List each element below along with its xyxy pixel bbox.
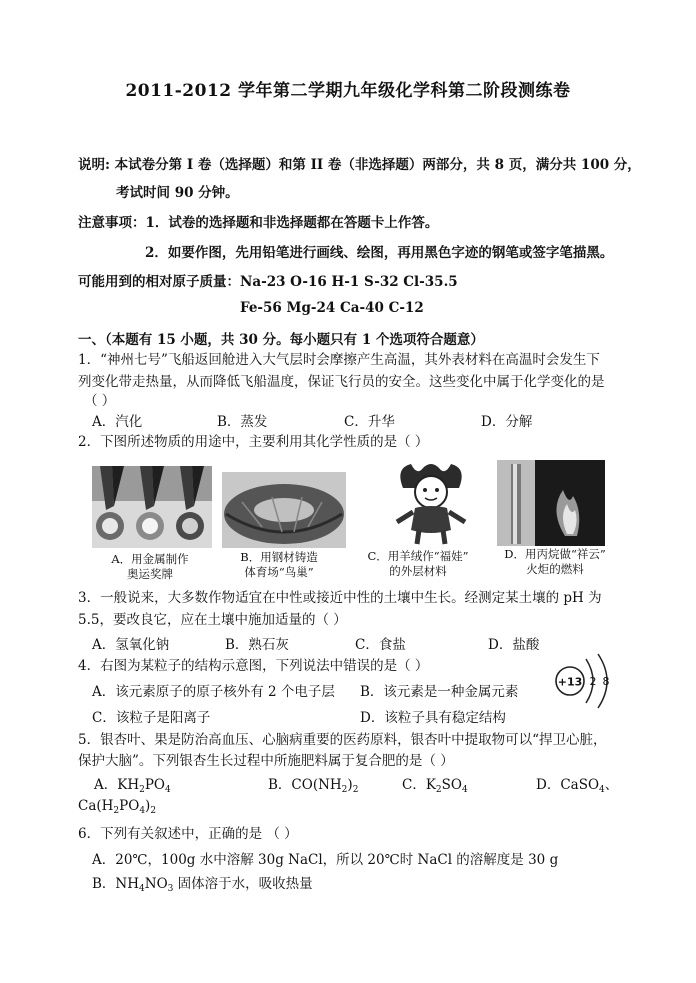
medals-image [92, 466, 212, 548]
q3-option-d: D．盐酸 [488, 637, 540, 653]
q2-caption-d-line-1: D．用丙烷做“祥云” [504, 547, 606, 561]
shell-1-count: 2 [589, 675, 597, 688]
q2-caption-c [362, 549, 474, 579]
page-title: 2011-2012 学年第二学期九年级化学科第二阶段测练卷 [125, 81, 571, 101]
q3-option-b: B．熟石灰 [225, 637, 289, 653]
q2-caption-c-line-1: C．用羊绒作“福娃” [367, 549, 469, 563]
atom-structure-diagram [548, 650, 620, 712]
q6-option-a: A．20℃，100g 水中溶解 30g NaCl，所以 20℃时 NaCl 的溶解度是 30 g [92, 852, 559, 868]
q4-stem: 4．右图为某粒子的结构示意图，下列说法中错误的是（ ） [78, 658, 429, 674]
q1-line-1: 1．“神州七号”飞船返回舱进入大气层时会摩擦产生高温，其外表材料在高温时会发生下 [78, 352, 600, 368]
q5-option-a: A．$KH_2PO_4$ [94, 777, 171, 795]
q5-option-c: C．$K_2SO_4$ [402, 777, 468, 795]
q1-option-c: C．升华 [344, 414, 395, 430]
q3-line-1: 3．一般说来，大多数作物适宜在中性或接近中性的土壤中生长。经测定某土壤的 pH 为 [78, 590, 602, 606]
q3-line-2: 5.5，要改良它，应在土壤中施加适量的（ ） [78, 612, 347, 628]
section-heading: 一、（本题有 15 小题，共 30 分。每小题只有 1 个选项符合题意） [78, 332, 484, 348]
q4-option-c: C．该粒子是阳离子 [92, 710, 211, 726]
q3-option-c: C．食盐 [355, 637, 406, 653]
q2-caption-b [214, 550, 344, 580]
nucleus-charge: +13 [557, 675, 583, 689]
q4-option-b: B．该元素是一种金属元素 [360, 684, 519, 700]
q2-caption-a-line-1: A．用金属制作 [111, 552, 189, 566]
q2-caption-a-line-2: 奥运奖牌 [127, 567, 173, 581]
q5-option-d: D．CaSO$_4$、 [536, 777, 619, 795]
q1-option-a: A．汽化 [92, 414, 143, 430]
q2-caption-b-line-1: B．用钢材铸造 [240, 550, 318, 564]
q6-stem: 6．下列有关叙述中，正确的是 （ ） [78, 826, 298, 842]
notice-2: 2．如要作图，先用铅笔进行画线、绘图，再用黑色字迹的钢笔或签字笔描黑。 [145, 245, 614, 261]
q1-line-2: 列变化带走热量，从而降低飞船温度，保证飞行员的安全。这些变化中属于化学变化的是 [78, 374, 605, 390]
fuwa-mascot-image [385, 460, 477, 548]
q2-caption-c-line-2: 的外层材料 [389, 564, 447, 578]
q5-line-2: 保护大脑”。下列银杏生长过程中所施肥料属于复合肥的是（ ） [78, 753, 454, 769]
q5-option-b: B．$CO(NH_2)_2$ [268, 777, 359, 795]
atomic-mass-line-2: Fe-56 Mg-24 Ca-40 C-12 [240, 300, 424, 316]
q1-option-b: B．蒸发 [217, 414, 268, 430]
q2-caption-d-line-2: 火炬的燃料 [526, 562, 584, 576]
shell-2-count: 8 [602, 675, 610, 688]
q1-line-3: （ ） [84, 393, 116, 409]
q5-option-d-continued: $Ca(H_2PO_4)_2$ [78, 798, 157, 816]
q6-option-b: B．$NH_4NO_3$ 固体溶于水，吸收热量 [92, 876, 313, 894]
q2-caption-b-line-2: 体育场“鸟巢” [244, 565, 314, 579]
atomic-mass-line-1: 可能用到的相对原子质量：Na-23 O-16 H-1 S-32 Cl-35.5 [78, 274, 458, 290]
q2-caption-a [80, 552, 220, 582]
q4-option-a: A．该元素原子的原子核外有 2 个电子层 [92, 684, 335, 700]
instructions-line-2: 考试时间 90 分钟。 [116, 185, 239, 201]
q1-option-d: D．分解 [481, 414, 533, 430]
notice-1: 注意事项：1．试卷的选择题和非选择题都在答题卡上作答。 [78, 215, 439, 231]
q2-caption-d [496, 547, 614, 577]
birds-nest-image [222, 472, 346, 548]
q3-option-a: A．氢氧化钠 [92, 637, 170, 653]
torch-image [497, 460, 605, 546]
q4-option-d: D．该粒子具有稳定结构 [360, 710, 506, 726]
q5-line-1: 5．银杏叶、果是防治高血压、心脑病重要的医药原料，银杏叶中提取物可以“捍卫心脏， [78, 732, 607, 748]
q2-stem: 2．下图所述物质的用途中，主要利用其化学性质的是（ ） [78, 434, 429, 450]
instructions-line-1: 说明: 本试卷分第 I 卷（选择题）和第 II 卷（非选择题）两部分，共 8 页，满分共 100 分， [78, 157, 641, 173]
